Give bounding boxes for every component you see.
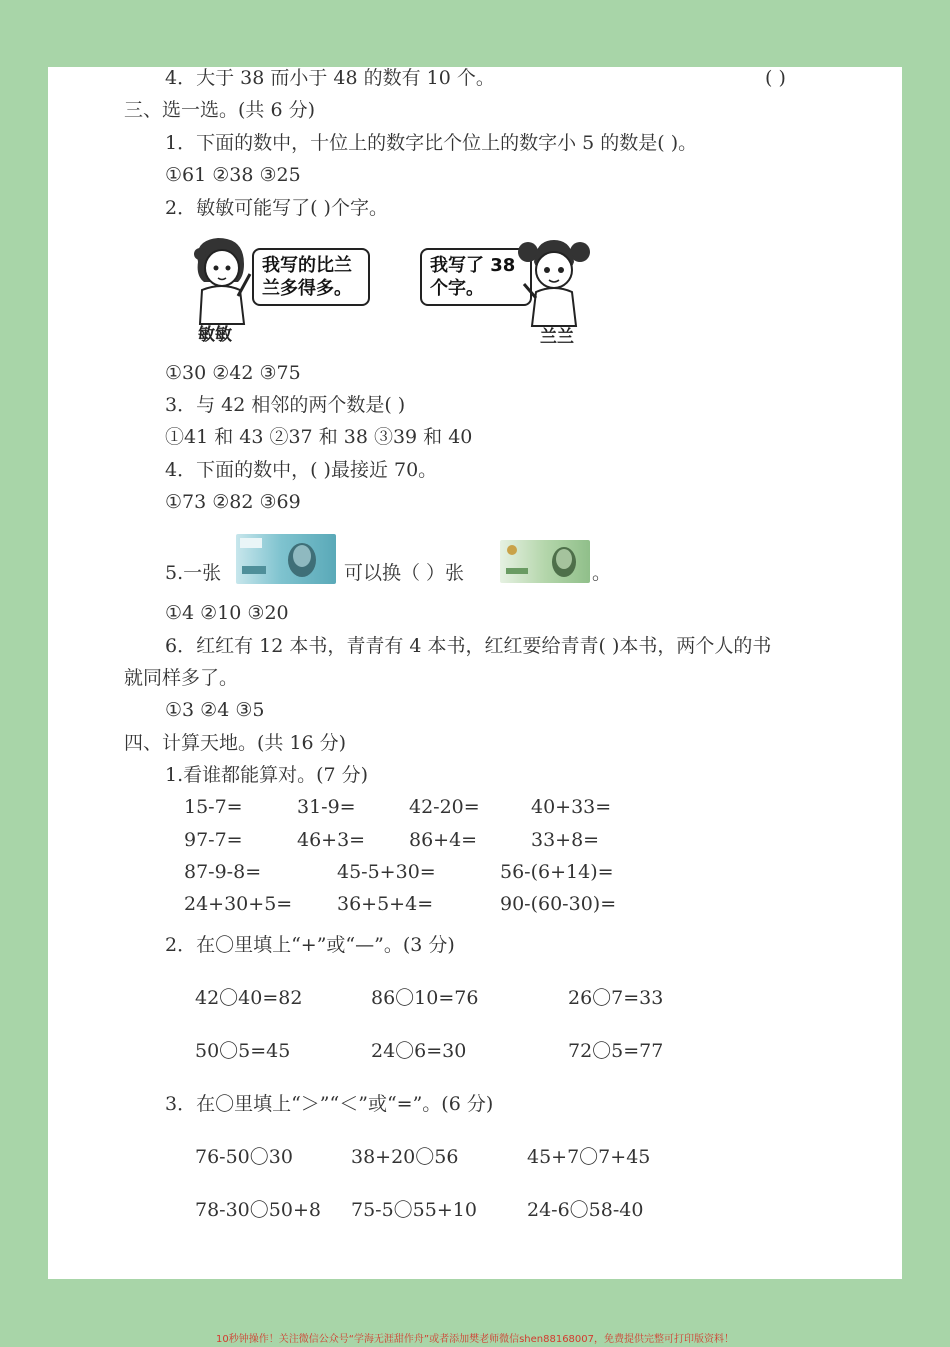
choice-question-5-start: 5.一张 bbox=[165, 562, 222, 584]
calc3-item: 78-30〇50+8 bbox=[195, 1199, 321, 1221]
choice-question-6-line-1: 6．红红有 12 本书，青青有 4 本书，红红要给青青( )本书，两个人的书 bbox=[165, 635, 772, 657]
speech-bubble-lanlan-line-1: 我写了 38 bbox=[430, 255, 516, 276]
choice-question-1: 1．下面的数中，十位上的数字比个位上的数字小 5 的数是( )。 bbox=[165, 132, 698, 154]
calc2-item: 26〇7=33 bbox=[568, 987, 664, 1009]
calc1-item: 42-20= bbox=[409, 796, 480, 818]
calc1-item: 87-9-8= bbox=[184, 861, 262, 883]
calc2-item: 50〇5=45 bbox=[195, 1040, 291, 1062]
choice-question-3: 3．与 42 相邻的两个数是( ) bbox=[165, 394, 406, 416]
speech-bubble-lanlan-line-2: 个字。 bbox=[430, 278, 484, 299]
calc1-item: 46+3= bbox=[297, 829, 366, 851]
speech-bubble-minmin-line-2: 兰多得多。 bbox=[262, 278, 352, 299]
calc3-item: 38+20〇56 bbox=[351, 1146, 459, 1168]
choice-question-3-options: ①41 和 43 ②37 和 38 ③39 和 40 bbox=[165, 426, 473, 448]
calc2-item: 24〇6=30 bbox=[371, 1040, 467, 1062]
choice-question-6-options: ①3 ②4 ③5 bbox=[165, 699, 265, 721]
choice-question-4-options: ①73 ②82 ③69 bbox=[165, 491, 301, 513]
section-4-title: 四、计算天地。(共 16 分) bbox=[124, 732, 347, 754]
question-4-statement: 4．大于 38 而小于 48 的数有 10 个。 bbox=[165, 67, 495, 89]
calc1-item: 15-7= bbox=[184, 796, 243, 818]
calc1-item: 24+30+5= bbox=[184, 893, 293, 915]
calc1-item: 90-(60-30)= bbox=[500, 893, 617, 915]
calc3-item: 75-5〇55+10 bbox=[351, 1199, 477, 1221]
footer-promo-text: 10秒钟操作！关注微信公众号“学海无涯甜作舟”或者添加樊老师微信shen88168007，免费提供完整可打印版资料！ bbox=[215, 1334, 735, 1345]
speech-bubble-minmin-line-1: 我写的比兰 bbox=[262, 255, 352, 276]
calc1-item: 36+5+4= bbox=[337, 893, 434, 915]
calc-part-1-title: 1.看谁都能算对。(7 分) bbox=[165, 764, 369, 786]
calc1-item: 33+8= bbox=[531, 829, 600, 851]
choice-question-2: 2．敏敏可能写了( )个字。 bbox=[165, 197, 388, 219]
choice-question-5-end: 。 bbox=[592, 562, 612, 584]
calc3-item: 45+7〇7+45 bbox=[527, 1146, 651, 1168]
name-minmin: 敏敏 bbox=[198, 325, 232, 345]
banknote-1-yuan bbox=[500, 540, 590, 583]
calc-part-3-title: 3．在〇里填上“＞”“＜”或“=”。(6 分) bbox=[165, 1093, 494, 1115]
calc3-item: 76-50〇30 bbox=[195, 1146, 293, 1168]
banknote-1-portrait-icon bbox=[500, 540, 590, 583]
choice-question-5-options: ①4 ②10 ③20 bbox=[165, 602, 289, 624]
calc1-item: 86+4= bbox=[409, 829, 478, 851]
calc1-item: 40+33= bbox=[531, 796, 612, 818]
calc3-item: 24-6〇58-40 bbox=[527, 1199, 644, 1221]
calc2-item: 86〇10=76 bbox=[371, 987, 479, 1009]
calc2-item: 72〇5=77 bbox=[568, 1040, 664, 1062]
girl-lanlan-illustration bbox=[514, 232, 594, 332]
choice-question-5-middle: 可以换（ ）张 bbox=[344, 562, 465, 584]
speech-bubble-minmin bbox=[252, 248, 370, 306]
choice-question-4: 4．下面的数中，( )最接近 70。 bbox=[165, 459, 438, 481]
banknote-10-portrait-icon bbox=[236, 534, 336, 584]
answer-parentheses: ( ) bbox=[765, 67, 786, 89]
choice-question-6-line-2: 就同样多了。 bbox=[124, 667, 239, 689]
calc-part-2-title: 2．在〇里填上“+”或“—”。(3 分) bbox=[165, 934, 455, 956]
choice-question-2-options: ①30 ②42 ③75 bbox=[165, 362, 301, 384]
banknote-10-yuan bbox=[236, 534, 336, 584]
calc1-item: 31-9= bbox=[297, 796, 356, 818]
choice-question-1-options: ①61 ②38 ③25 bbox=[165, 164, 301, 186]
name-lanlan: 兰兰 bbox=[540, 327, 574, 347]
calc1-item: 45-5+30= bbox=[337, 861, 436, 883]
girl-minmin-illustration bbox=[186, 232, 256, 332]
calc2-item: 42〇40=82 bbox=[195, 987, 303, 1009]
calc1-item: 56-(6+14)= bbox=[500, 861, 614, 883]
section-3-title: 三、选一选。(共 6 分) bbox=[124, 99, 315, 121]
calc1-item: 97-7= bbox=[184, 829, 243, 851]
